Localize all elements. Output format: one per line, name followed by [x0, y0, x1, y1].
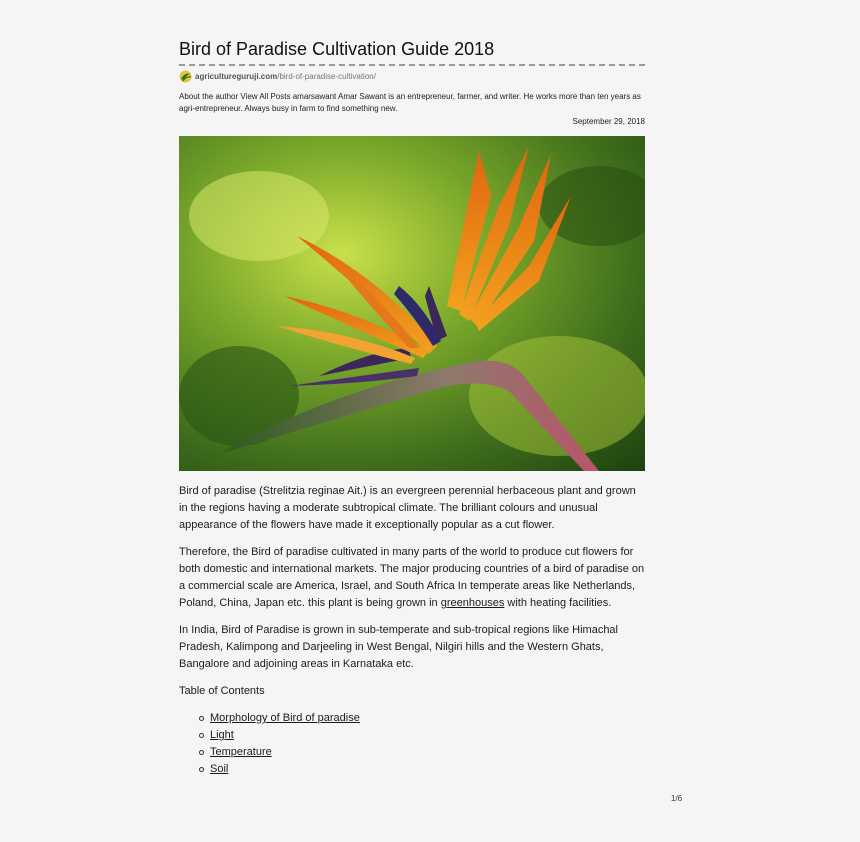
paragraph-india: In India, Bird of Paradise is grown in sub-temperate and sub-tropical regions like Himachal Pradesh, Kalimpong and Darjeeling in West Bengal, Nilgiri hills and the Western Ghats, Bangalore and adjoining areas in Karnataka etc. [179, 624, 618, 670]
toc-item [199, 744, 645, 761]
toc-item [199, 710, 645, 727]
source-bar [179, 64, 645, 83]
page-number: 1/6 [671, 794, 683, 803]
article-page [179, 38, 645, 778]
toc-link-temperature[interactable]: Temperature [210, 746, 272, 758]
toc-heading: Table of Contents [179, 685, 265, 697]
source-domain[interactable]: agricultureguruji.com [195, 71, 278, 81]
publish-date: September 29, 2018 [572, 117, 645, 126]
article-title: Bird of Paradise Cultivation Guide 2018 [179, 39, 495, 59]
paragraph-cultivation-text: Therefore, the Bird of paradise cultivated in many parts of the world to produce cut flowers for both domestic and international markets. The major producing countries of a bird of paradise on a commercial scale are America, Israel, and South Africa In temperate areas like Netherlands, Poland, China, Japan etc. this plant is being grown in [179, 546, 645, 609]
toc-link-soil[interactable]: Soil [210, 763, 229, 775]
paragraph-cultivation [179, 544, 645, 612]
bullet-icon [199, 767, 204, 772]
bullet-icon [199, 750, 204, 755]
toc-link-light[interactable]: Light [210, 729, 234, 741]
site-logo-icon [179, 70, 192, 83]
toc-item [199, 761, 645, 778]
bullet-icon [199, 733, 204, 738]
toc-item [199, 727, 645, 744]
paragraph-cultivation-end: with heating facilities. [504, 597, 612, 609]
greenhouses-link[interactable]: greenhouses [440, 597, 505, 609]
bullet-icon [199, 716, 204, 721]
bird-of-paradise-photo [179, 136, 645, 471]
author-bio: About the author View All Posts amarsawant Amar Sawant is an entrepreneur, farmer, and writer. He works more than ten years as agri-entrepreneur. Always busy in farm to find something new. [179, 92, 641, 113]
table-of-contents [179, 710, 645, 778]
paragraph-intro: Bird of paradise (Strelitzia reginae Ait.) is an evergreen perennial herbaceous plant and grown in the regions having a moderate subtropical climate. The brilliant colours and unusual appearance of the flowers have made it exceptionally popular as a cut flower. [179, 485, 636, 531]
toc-link-morphology[interactable]: Morphology of Bird of paradise [210, 712, 360, 724]
source-path[interactable]: /bird-of-paradise-cultivation/ [277, 71, 376, 81]
